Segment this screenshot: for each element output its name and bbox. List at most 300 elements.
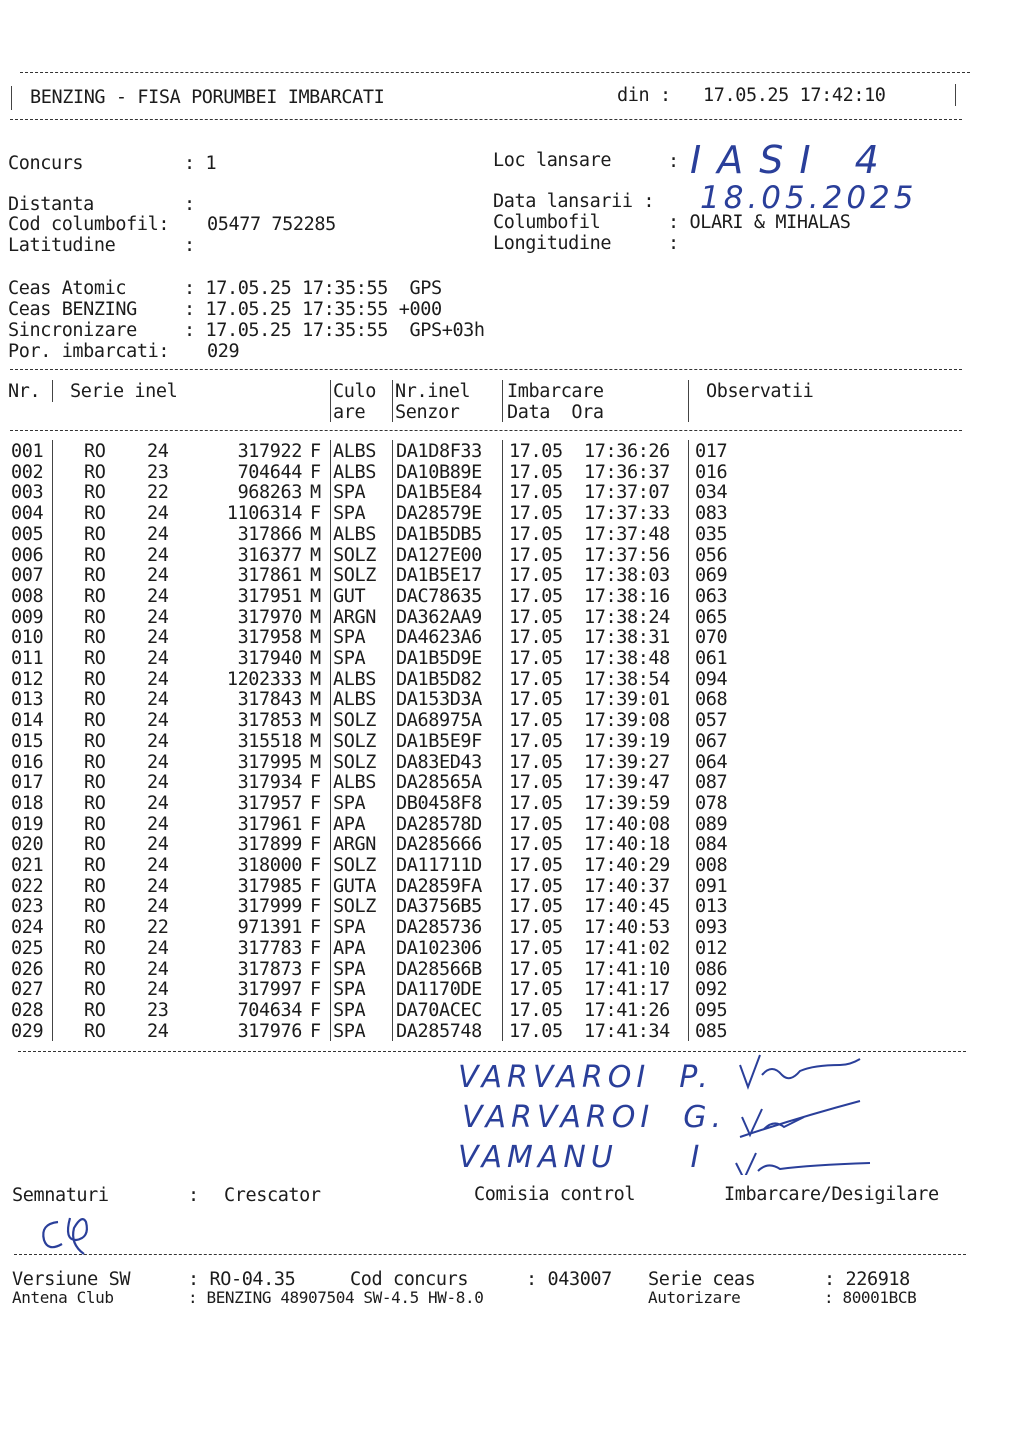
row-year: 24	[147, 751, 169, 773]
table-row	[0, 546, 1024, 567]
body-sep-1	[52, 440, 53, 1041]
row-color: SOLZ	[333, 896, 376, 918]
data-lansarii-label: Data lansarii :	[493, 191, 655, 212]
row-ring: 317853	[237, 710, 302, 732]
row-ring: 317958	[237, 627, 302, 649]
row-nr: 013	[11, 689, 44, 711]
header-sep-1	[52, 380, 53, 402]
row-color: ALBS	[333, 668, 376, 690]
row-time: 17:39:47	[584, 772, 670, 794]
row-nr: 005	[11, 523, 44, 545]
ceas-atomic-label: Ceas Atomic	[8, 278, 127, 299]
table-row	[0, 525, 1024, 546]
row-ring: 317995	[237, 751, 302, 773]
row-chip: DA11711D	[396, 855, 482, 876]
versiune-sw-value: : RO-04.35	[188, 1269, 296, 1290]
row-date: 17.05	[509, 813, 563, 835]
row-country: RO	[84, 606, 106, 628]
row-time: 17:40:29	[584, 855, 670, 876]
row-chip: DA28579E	[396, 503, 482, 525]
row-obs: 078	[695, 792, 728, 814]
row-date: 17.05	[509, 999, 563, 1021]
row-nr: 010	[11, 627, 44, 649]
row-year: 24	[147, 896, 169, 918]
row-color: SOLZ	[333, 565, 376, 587]
row-time: 17:39:59	[584, 792, 670, 814]
header-left-bar	[11, 86, 12, 110]
row-nr: 027	[11, 979, 44, 1001]
table-row	[0, 1001, 1024, 1022]
row-country: RO	[84, 668, 106, 690]
row-date: 17.05	[509, 896, 563, 918]
row-date: 17.05	[509, 565, 563, 587]
row-ring: 317861	[237, 565, 302, 587]
row-color: SPA	[333, 627, 366, 649]
table-row	[0, 463, 1024, 484]
row-country: RO	[84, 896, 106, 918]
handwritten-name-3: VAMANU I	[458, 1140, 705, 1175]
row-country: RO	[84, 544, 106, 566]
row-nr: 007	[11, 565, 44, 587]
row-color: ALBS	[333, 689, 376, 711]
row-time: 17:38:31	[584, 627, 670, 649]
row-year: 24	[147, 544, 169, 566]
row-sex: F	[310, 792, 321, 814]
row-year: 24	[147, 689, 169, 711]
row-year: 24	[147, 710, 169, 732]
row-nr: 003	[11, 482, 44, 504]
body-sep-3	[392, 440, 393, 1041]
row-chip: DA1B5E9F	[396, 730, 482, 752]
row-year: 22	[147, 482, 169, 504]
row-chip: DA3756B5	[396, 896, 482, 918]
row-obs: 091	[695, 875, 728, 897]
row-sex: F	[310, 979, 321, 1001]
row-color: SOLZ	[333, 544, 376, 566]
table-row	[0, 732, 1024, 753]
row-year: 23	[147, 461, 169, 483]
row-ring: 317922	[237, 441, 302, 462]
row-color: ALBS	[333, 441, 376, 462]
row-sex: F	[310, 441, 321, 462]
row-country: RO	[84, 917, 106, 939]
row-obs: 092	[695, 979, 728, 1001]
header-sep-2	[330, 380, 331, 422]
row-chip: DA1B5E84	[396, 482, 482, 504]
row-chip: DA1170DE	[396, 979, 482, 1001]
row-ring: 317783	[237, 937, 302, 959]
row-country: RO	[84, 751, 106, 773]
row-ring: 315518	[237, 730, 302, 752]
sincronizare-value: : 17.05.25 17:35:55 GPS+03h	[184, 320, 485, 341]
row-nr: 015	[11, 730, 44, 752]
row-country: RO	[84, 999, 106, 1021]
latitudine-label: Latitudine	[8, 235, 116, 256]
row-country: RO	[84, 792, 106, 814]
row-chip: DA102306	[396, 937, 482, 959]
row-sex: F	[310, 503, 321, 525]
row-date: 17.05	[509, 503, 563, 525]
row-time: 17:40:08	[584, 813, 670, 835]
row-color: ALBS	[333, 461, 376, 483]
row-obs: 069	[695, 565, 728, 587]
row-sex: M	[310, 523, 321, 545]
row-country: RO	[84, 937, 106, 959]
row-country: RO	[84, 979, 106, 1001]
row-time: 17:36:26	[584, 441, 670, 462]
row-nr: 014	[11, 710, 44, 732]
row-sex: F	[310, 875, 321, 897]
row-year: 24	[147, 772, 169, 794]
loc-lansare-label: Loc lansare	[493, 150, 612, 171]
row-time: 17:41:26	[584, 999, 670, 1021]
table-top-rule	[10, 369, 962, 370]
row-date: 17.05	[509, 523, 563, 545]
row-ring: 318000	[237, 855, 302, 876]
row-year: 24	[147, 441, 169, 462]
antena-club-value: : BENZING 48907504 SW-4.5 HW-8.0	[188, 1288, 484, 1307]
row-year: 24	[147, 937, 169, 959]
row-color: APA	[333, 813, 366, 835]
loc-lansare-colon: :	[668, 151, 679, 172]
row-time: 17:40:37	[584, 875, 670, 897]
table-row	[0, 690, 1024, 711]
row-sex: F	[310, 855, 321, 876]
row-time: 17:37:33	[584, 503, 670, 525]
row-date: 17.05	[509, 544, 563, 566]
cod-concurs-label: Cod concurs	[350, 1269, 469, 1290]
row-obs: 012	[695, 937, 728, 959]
row-year: 24	[147, 730, 169, 752]
row-time: 17:37:56	[584, 544, 670, 566]
table-row	[0, 835, 1024, 856]
row-ring: 316377	[237, 544, 302, 566]
imbarcare-desigilare-label: Imbarcare/Desigilare	[724, 1184, 939, 1205]
row-color: ALBS	[333, 523, 376, 545]
ceas-atomic-value: : 17.05.25 17:35:55 GPS	[184, 278, 442, 299]
row-color: SOLZ	[333, 855, 376, 876]
row-obs: 087	[695, 772, 728, 794]
table-row	[0, 504, 1024, 525]
row-date: 17.05	[509, 461, 563, 483]
col-header-nrinel: Nr.inel	[395, 381, 471, 402]
row-year: 22	[147, 917, 169, 939]
row-time: 17:38:24	[584, 606, 670, 628]
row-ring: 317976	[237, 1020, 302, 1042]
cod-columbofil-value: 05477 752285	[207, 214, 336, 235]
row-date: 17.05	[509, 668, 563, 690]
row-nr: 023	[11, 896, 44, 918]
row-year: 24	[147, 606, 169, 628]
table-row	[0, 587, 1024, 608]
row-date: 17.05	[509, 875, 563, 897]
row-time: 17:38:48	[584, 648, 670, 669]
row-chip: DA362AA9	[396, 606, 482, 628]
row-obs: 094	[695, 668, 728, 690]
table-row	[0, 815, 1024, 836]
row-year: 24	[147, 565, 169, 587]
table-row	[0, 566, 1024, 587]
por-imbarcati-label: Por. imbarcati:	[8, 341, 170, 362]
row-obs: 057	[695, 710, 728, 732]
row-country: RO	[84, 813, 106, 835]
row-color: SPA	[333, 482, 366, 504]
row-color: GUTA	[333, 875, 376, 897]
table-row	[0, 670, 1024, 691]
row-year: 24	[147, 792, 169, 814]
table-row	[0, 918, 1024, 939]
longitudine-label: Longitudine	[493, 233, 612, 254]
row-color: SPA	[333, 1020, 366, 1042]
row-country: RO	[84, 855, 106, 876]
col-header-observatii: Observatii	[706, 381, 814, 402]
row-date: 17.05	[509, 627, 563, 649]
body-sep-5	[688, 440, 689, 1041]
row-color: APA	[333, 937, 366, 959]
row-chip: DA83ED43	[396, 751, 482, 773]
body-sep-4	[502, 440, 503, 1041]
row-sex: M	[310, 668, 321, 690]
row-ring: 317999	[237, 896, 302, 918]
row-obs: 068	[695, 689, 728, 711]
table-row	[0, 794, 1024, 815]
concurs-label: Concurs	[8, 153, 84, 174]
table-row	[0, 980, 1024, 1001]
row-sex: F	[310, 461, 321, 483]
concurs-value: : 1	[184, 153, 217, 174]
row-ring: 317940	[237, 648, 302, 669]
row-ring: 317899	[237, 834, 302, 856]
por-imbarcati-value: 029	[207, 341, 240, 362]
signature-scribbles	[700, 1045, 930, 1175]
row-sex: F	[310, 834, 321, 856]
row-year: 24	[147, 503, 169, 525]
header-title: BENZING - FISA PORUMBEI IMBARCATI	[30, 87, 385, 108]
row-chip: DA153D3A	[396, 689, 482, 711]
row-ring: 704644	[237, 461, 302, 483]
row-sex: F	[310, 958, 321, 980]
row-color: SOLZ	[333, 730, 376, 752]
row-sex: F	[310, 999, 321, 1021]
row-sex: M	[310, 627, 321, 649]
row-time: 17:40:45	[584, 896, 670, 918]
semnaturi-colon: :	[188, 1185, 199, 1206]
table-row	[0, 649, 1024, 670]
col-header-culo: Culo	[333, 381, 376, 402]
row-color: SOLZ	[333, 710, 376, 732]
row-sex: F	[310, 937, 321, 959]
header-sep-4	[502, 380, 503, 422]
row-nr: 016	[11, 751, 44, 773]
row-date: 17.05	[509, 937, 563, 959]
row-nr: 021	[11, 855, 44, 876]
row-color: SPA	[333, 999, 366, 1021]
row-chip: DA2859FA	[396, 875, 482, 897]
col-header-serie: Serie inel	[70, 381, 178, 402]
row-date: 17.05	[509, 606, 563, 628]
row-color: ARGN	[333, 834, 376, 856]
table-row	[0, 960, 1024, 981]
row-country: RO	[84, 523, 106, 545]
row-nr: 008	[11, 585, 44, 607]
col-header-nr: Nr.	[8, 381, 41, 402]
row-year: 24	[147, 834, 169, 856]
header-sep-3	[392, 380, 393, 422]
row-chip: DA28565A	[396, 772, 482, 794]
row-obs: 089	[695, 813, 728, 835]
row-year: 24	[147, 979, 169, 1001]
autorizare-label: Autorizare	[648, 1288, 741, 1307]
row-sex: M	[310, 585, 321, 607]
table-row	[0, 856, 1024, 877]
row-time: 17:38:16	[584, 585, 670, 607]
row-chip: DA285736	[396, 917, 482, 939]
row-obs: 086	[695, 958, 728, 980]
row-obs: 065	[695, 606, 728, 628]
row-country: RO	[84, 730, 106, 752]
row-color: SPA	[333, 979, 366, 1001]
row-date: 17.05	[509, 1020, 563, 1042]
row-chip: DA28578D	[396, 813, 482, 835]
row-country: RO	[84, 689, 106, 711]
row-chip: DA1B5DB5	[396, 523, 482, 545]
columbofil-value: : OLARI & MIHALAS	[668, 212, 851, 233]
row-time: 17:39:08	[584, 710, 670, 732]
row-ring: 971391	[237, 917, 302, 939]
row-time: 17:41:10	[584, 958, 670, 980]
row-time: 17:41:02	[584, 937, 670, 959]
row-sex: M	[310, 730, 321, 752]
header-top-rule	[20, 72, 970, 73]
loc-lansare-handwritten: IASI 4	[690, 138, 895, 182]
row-color: SPA	[333, 792, 366, 814]
serie-ceas-label: Serie ceas	[648, 1269, 756, 1290]
row-chip: DA285748	[396, 1020, 482, 1042]
row-country: RO	[84, 441, 106, 462]
row-obs: 035	[695, 523, 728, 545]
row-sex: F	[310, 896, 321, 918]
row-nr: 022	[11, 875, 44, 897]
row-ring: 317957	[237, 792, 302, 814]
row-obs: 008	[695, 855, 728, 876]
header-bottom-rule	[10, 119, 962, 120]
row-year: 24	[147, 627, 169, 649]
row-date: 17.05	[509, 730, 563, 752]
row-country: RO	[84, 710, 106, 732]
row-obs: 084	[695, 834, 728, 856]
row-sex: M	[310, 544, 321, 566]
row-nr: 009	[11, 606, 44, 628]
row-year: 24	[147, 523, 169, 545]
row-sex: M	[310, 482, 321, 504]
row-sex: M	[310, 565, 321, 587]
row-date: 17.05	[509, 482, 563, 504]
versiune-sw-label: Versiune SW	[12, 1269, 131, 1290]
autorizare-value: : 80001BCB	[824, 1288, 917, 1307]
longitudine-value: :	[668, 233, 679, 254]
row-sex: M	[310, 710, 321, 732]
row-date: 17.05	[509, 648, 563, 669]
header-din-label: din :	[617, 85, 671, 106]
row-sex: F	[310, 772, 321, 794]
row-ring: 317873	[237, 958, 302, 980]
col-header-imbarcare: Imbarcare	[507, 381, 604, 402]
row-year: 23	[147, 999, 169, 1021]
table-row	[0, 711, 1024, 732]
row-obs: 013	[695, 896, 728, 918]
table-row	[0, 877, 1024, 898]
row-time: 17:39:27	[584, 751, 670, 773]
row-color: SPA	[333, 648, 366, 669]
row-obs: 067	[695, 730, 728, 752]
row-chip: DA1B5E17	[396, 565, 482, 587]
row-year: 24	[147, 1020, 169, 1042]
row-nr: 004	[11, 503, 44, 525]
row-year: 24	[147, 813, 169, 835]
row-year: 24	[147, 958, 169, 980]
row-sex: F	[310, 813, 321, 835]
row-time: 17:40:53	[584, 917, 670, 939]
comisia-control-label: Comisia control	[474, 1184, 636, 1205]
row-ring: 317970	[237, 606, 302, 628]
row-nr: 001	[11, 441, 44, 462]
row-nr: 025	[11, 937, 44, 959]
row-chip: DA127E00	[396, 544, 482, 566]
row-time: 17:38:03	[584, 565, 670, 587]
row-obs: 083	[695, 503, 728, 525]
row-color: SPA	[333, 958, 366, 980]
row-nr: 026	[11, 958, 44, 980]
row-obs: 063	[695, 585, 728, 607]
row-nr: 019	[11, 813, 44, 835]
row-year: 24	[147, 875, 169, 897]
body-sep-2	[330, 440, 331, 1041]
row-ring: 968263	[237, 482, 302, 504]
row-date: 17.05	[509, 772, 563, 794]
row-chip: DA28566B	[396, 958, 482, 980]
row-chip: DA70ACEC	[396, 999, 482, 1021]
ceas-benzing-value: : 17.05.25 17:35:55 +000	[184, 299, 442, 320]
col-header-are: are	[333, 402, 366, 423]
row-chip: DA68975A	[396, 710, 482, 732]
row-country: RO	[84, 772, 106, 794]
row-nr: 012	[11, 668, 44, 690]
row-time: 17:38:54	[584, 668, 670, 690]
row-ring: 317866	[237, 523, 302, 545]
col-header-data-ora: Data Ora	[507, 402, 604, 423]
row-obs: 017	[695, 441, 728, 462]
table-row	[0, 608, 1024, 629]
row-ring: 1202333	[226, 668, 302, 690]
row-sex: M	[310, 689, 321, 711]
footer-top-rule	[14, 1254, 966, 1255]
row-time: 17:37:48	[584, 523, 670, 545]
row-color: GUT	[333, 585, 366, 607]
row-year: 24	[147, 668, 169, 690]
row-obs: 095	[695, 999, 728, 1021]
row-ring: 1106314	[226, 503, 302, 525]
row-nr: 029	[11, 1020, 44, 1042]
handwritten-name-1: VARVAROI P.	[458, 1060, 713, 1095]
cod-columbofil-label: Cod columbofil:	[8, 214, 170, 235]
row-ring: 317997	[237, 979, 302, 1001]
row-chip: DA1B5D9E	[396, 648, 482, 669]
row-color: ARGN	[333, 606, 376, 628]
row-nr: 018	[11, 792, 44, 814]
ceas-benzing-label: Ceas BENZING	[8, 299, 137, 320]
row-date: 17.05	[509, 917, 563, 939]
row-ring: 317934	[237, 772, 302, 794]
